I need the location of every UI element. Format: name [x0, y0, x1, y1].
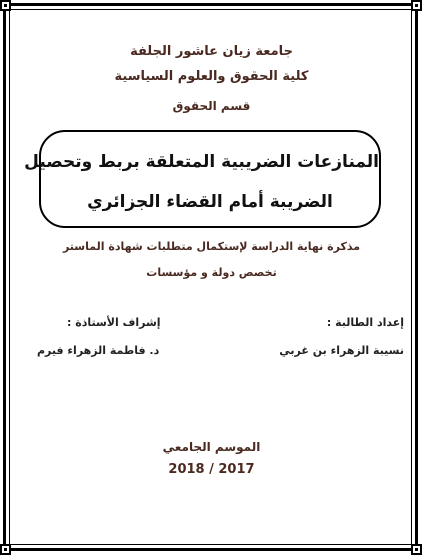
- university-name: جامعة زيان عاشور الجلفة: [130, 44, 293, 59]
- corner-ornament-bottom-right: [411, 544, 422, 555]
- thesis-title-box: [24, 130, 381, 228]
- academic-year-label: الموسم الجامعي: [162, 440, 261, 454]
- supervisor-name: د. فاطمة الزهراء فيرم: [37, 344, 160, 357]
- corner-ornament-top-left: [0, 0, 11, 11]
- supervision-label: إشراف الأستاذة :: [67, 316, 161, 329]
- faculty-name: كلية الحقوق والعلوم السياسية: [114, 69, 309, 84]
- corner-ornament-bottom-left: [0, 544, 11, 555]
- prepared-by-label: إعداد الطالبة :: [326, 316, 404, 329]
- memo-description: مذكرة نهاية الدراسة لإستكمال متطلبات شهادة الماستر: [62, 240, 361, 253]
- academic-year-value: 2018 / 2017: [168, 462, 255, 477]
- specialty: تخصص دولة و مؤسسات: [146, 266, 277, 279]
- student-name: نسيبة الزهراء بن غربي: [279, 344, 404, 357]
- thesis-title-line-1: المنازعات الضريبية المتعلقة بربط وتحصيل: [24, 152, 379, 172]
- thesis-title-line-2: الضريبة أمام القضاء الجزائري: [87, 192, 333, 212]
- department-name: قسم الحقوق: [172, 99, 251, 113]
- corner-ornament-top-right: [411, 0, 422, 11]
